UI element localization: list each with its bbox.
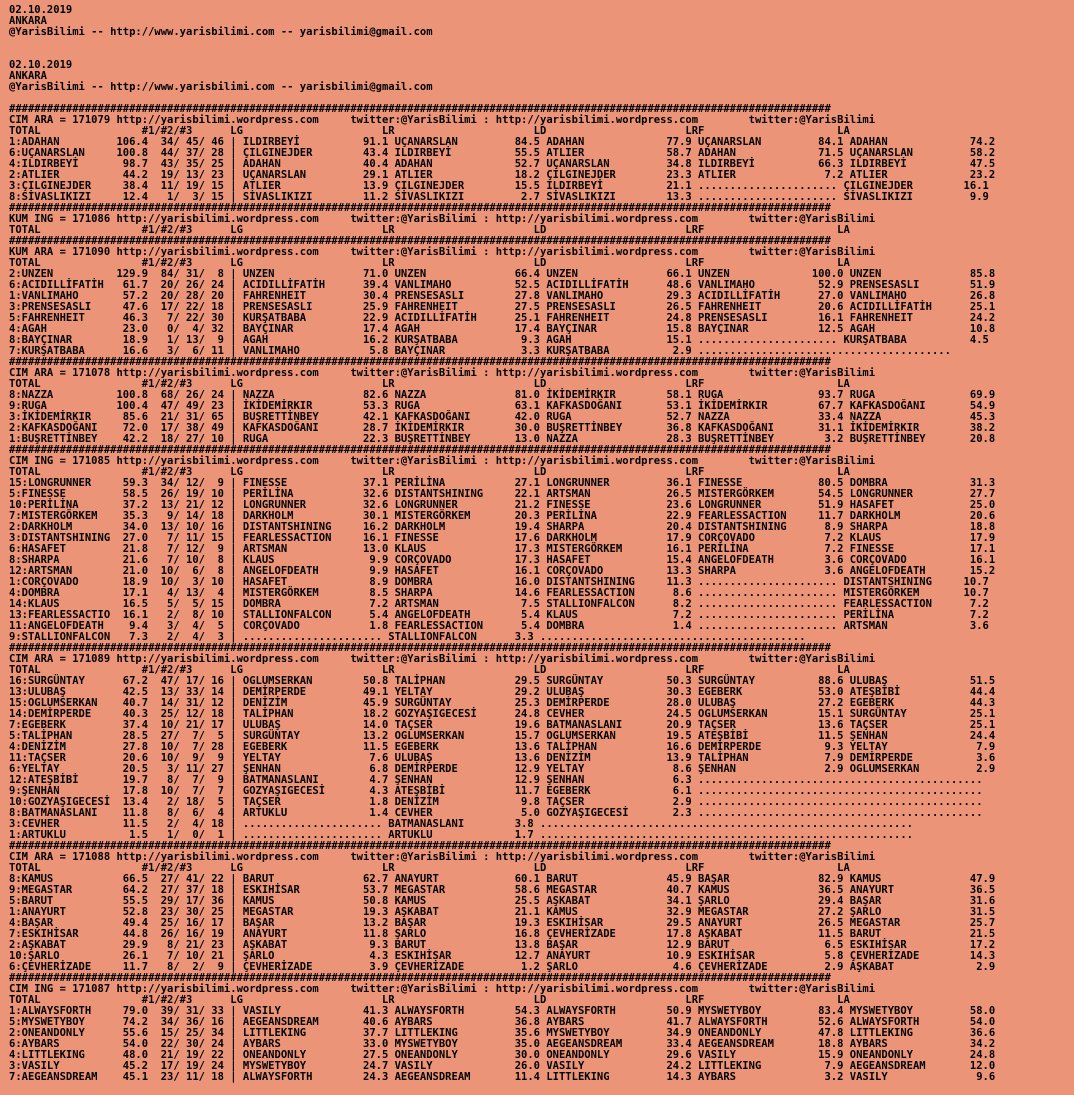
table-row: 8:BAYÇINAR 18.9 1/ 13/ 9 | AGAH 16.2 KURŞATBABA 9.3 AGAH 15.1 ...................... KURŞATBABA 4.5	[9, 334, 989, 346]
table-row: 14:KLAUS 16.5 5/ 5/ 15 | DOMBRA 7.2 ARTSMAN 7.5 STALLIONFALCON 8.2 ...................... FEARLESSACTION 7.2	[9, 598, 989, 610]
table-row: 6:HASAFET 21.8 7/ 12/ 9 | ARTSMAN 13.0 KLAUS 17.3 MISTERGÖRKEM 16.1 PERİLİNA 7.2 FINESSE 17.1	[9, 543, 996, 555]
section-separator: ##################################################################################################################################	[9, 356, 831, 368]
table-row: 5:FINESSE 58.5 26/ 19/ 10 | PERİLİNA 32.6 DISTANTSHINING 22.1 ARTSMAN 26.5 MISTERGÖRKEM 54.5 LONGRUNNER 27.7	[9, 488, 996, 500]
table-row: 8:SİVASLIKIZI 12.4 1/ 3/ 15 | SİVASLIKIZI 11.2 SİVASLIKIZI 2.7 SİVASLIKIZI 13.3 ...................... SİVASLIKIZI 9.9	[9, 191, 989, 203]
table-row: 3:VASILY 45.2 17/ 19/ 24 | MYSWETYBOY 24.7 VASILY 26.0 VASILY 24.2 LITTLEKING 7.9 AEGEANSDREAM 12.0	[9, 1060, 996, 1072]
table-row: 5:TALİPHAN 28.5 27/ 7/ 5 | SURGÜNTAY 13.2 OGLUMSERKAN 15.7 OGLUMSERKAN 19.5 ATEŞBİBİ 11.5 ŞENHAN 24.4	[9, 730, 996, 742]
table-row: 4:BAŞAR 49.4 25/ 16/ 17 | BAŞAR 13.2 BAŞAR 19.3 ESKIHİSAR 29.5 ANAYURT 26.5 MEGASTAR 25.7	[9, 917, 996, 929]
table-row: 1:BUŞRETTİNBEY 42.2 18/ 27/ 10 | RUGA 22.3 BUŞRETTİNBEY 13.0 NAZZA 28.3 BUŞRETTİNBEY 3.2 BUŞRETTİNBEY 20.8	[9, 433, 996, 445]
table-row: 2:ATLIER 44.2 19/ 13/ 23 | UÇANARSLAN 29.1 ATLIER 18.2 ÇILGINEJDER 23.3 ATLIER 7.2 ATLIER 23.2	[9, 169, 996, 181]
column-header: TOTAL #1/#2/#3 LG LR LD LRF LA	[9, 466, 850, 478]
section-separator: ##################################################################################################################################	[9, 972, 831, 984]
section-separator: ##################################################################################################################################	[9, 444, 831, 456]
table-row: 10:ŞARLO 26.1 7/ 10/ 21 | ŞARLO 4.3 ESKIHİSAR 12.7 ANAYURT 10.9 ESKIHİSAR 5.8 ÇEVHERİZADE 14.3	[9, 950, 996, 962]
report-line: 02.10.2019	[9, 5, 73, 16]
table-row: 1:CORÇOVADO 18.9 10/ 3/ 10 | HASAFET 8.9 DOMBRA 16.0 DISTANTSHINING 11.3 ...................... DISTANTSHINING 10.7	[9, 576, 989, 588]
table-row: 9:RUGA 100.4 47/ 49/ 23 | İKİDEMİRKIR 53.3 RUGA 63.1 KAFKASDOĞANI 53.1 İKİDEMİRKIR 67.7 KAFKASDOĞANI 54.9	[9, 400, 996, 412]
table-row: 4:DENİZİM 27.8 10/ 7/ 28 | EGEBERK 11.5 EGEBERK 13.6 TALİPHAN 16.6 DEMİRPERDE 9.3 YELTAY 7.9	[9, 741, 996, 753]
table-row: 3:ÇILGINEJDER 38.4 11/ 19/ 15 | ATLIER 13.9 ÇILGINEJDER 15.5 ILDIRBEYİ 21.1 ...................... ÇILGINEJDER 16.1	[9, 180, 989, 192]
table-row: 6:AYBARS 54.0 22/ 30/ 24 | AYBARS 33.0 MYSWETYBOY 35.0 AEGEANSDREAM 33.4 AEGEANSDREAM 18.8 AYBARS 34.2	[9, 1038, 996, 1050]
race-header: CIM ARA = 171088 http://yarisbilimi.wordpress.com twitter:@YarisBilimi : http://yarisbilimi.wordpress.com twitter:@YarisBilimi	[9, 851, 876, 863]
table-row: 7:MISTERGÖRKEM 35.3 9/ 14/ 18 | DARKHOLM 30.1 MISTERGÖRKEM 20.3 PERİLİNA 22.9 FEARLESSACTION 11.7 DARKHOLM 20.6	[9, 510, 996, 522]
table-row: 7:EGEBERK 37.4 10/ 21/ 17 | ULUBAŞ 14.0 TAÇSER 19.6 BATMANASLANI 20.9 TAÇSER 13.6 TAÇSER 25.1	[9, 719, 996, 731]
table-row: 1:ANAYURT 52.8 23/ 30/ 25 | MEGASTAR 19.3 AŞKABAT 21.1 KAMUS 32.9 MEGASTAR 27.2 ŞARLO 31.5	[9, 906, 996, 918]
table-row: 8:SHARPA 21.6 7/ 10/ 8 | KLAUS 9.9 CORÇOVADO 17.3 HASAFET 15.4 ANGELOFDEATH 3.6 CORÇOVADO 16.1	[9, 554, 996, 566]
table-row: 4:LITTLEKING 48.0 21/ 19/ 22 | ONEANDONLY 27.5 ONEANDONLY 30.0 ONEANDONLY 29.6 VASILY 15.9 ONEANDONLY 24.8	[9, 1049, 996, 1061]
table-row: 1:ALWAYSFORTH 79.0 39/ 31/ 33 | VASILY 41.3 ALWAYSFORTH 54.3 ALWAYSFORTH 50.9 MYSWETYBOY 83.4 MYSWETYBOY 58.0	[9, 1005, 996, 1017]
table-row: 12:ARTSMAN 21.0 10/ 6/ 8 | ANGELOFDEATH 9.9 HASAFET 16.1 CORÇOVADO 13.3 SHARPA 3.6 ANGELOFDEATH 15.2	[9, 565, 996, 577]
column-header: TOTAL #1/#2/#3 LG LR LD LRF LA	[9, 862, 850, 874]
table-row: 14:DEMİRPERDE 40.3 25/ 12/ 18 | TALİPHAN 18.2 GOZYAŞIGECESİ 24.8 CEVHER 24.5 OGLUMSERKAN 15.1 SURGÜNTAY 25.1	[9, 708, 996, 720]
table-row: 6:ÇEVHERİZADE 11.7 8/ 2/ 9 | ÇEVHERİZADE 3.9 ÇEVHERİZADE 1.2 ŞARLO 4.6 ÇEVHERİZADE 2.9 AŞKABAT 2.9	[9, 961, 996, 973]
table-row: 7:ESKIHİSAR 44.8 26/ 16/ 19 | ANAYURT 11.8 ŞARLO 16.8 ÇEVHERİZADE 17.8 AŞKABAT 11.5 BARUT 21.5	[9, 928, 996, 940]
table-row: 5:FAHRENHEIT 46.3 7/ 22/ 30 | KURŞATBABA 22.9 ACIDILLİFATİH 25.1 FAHRENHEIT 24.8 PRENSESASLI 16.1 FAHRENHEIT 24.2	[9, 312, 996, 324]
table-row: 3:CEVHER 11.5 2/ 4/ 18 | ...................... BATMANASLANI 3.8 ...........................................................	[9, 818, 913, 830]
blank-line	[9, 38, 1071, 49]
table-row: 2:KAFKASDOĞANI 72.0 17/ 38/ 49 | KAFKASDOĞANI 28.7 İKİDEMİRKIR 30.0 BUŞRETTİNBEY 36.8 KAFKASDOĞANI 31.1 İKİDEMİRKIR 38.2	[9, 422, 996, 434]
table-row: 15:OGLUMSERKAN 40.7 14/ 31/ 12 | DENİZİM 45.9 SURGÜNTAY 25.3 DEMİRPERDE 28.0 ULUBAŞ 27.2 EGEBERK 44.3	[9, 697, 996, 709]
column-header: TOTAL #1/#2/#3 LG LR LD LRF LA	[9, 224, 850, 236]
column-header: TOTAL #1/#2/#3 LG LR LD LRF LA	[9, 125, 850, 137]
table-row: 9:ŞENHAN 17.8 10/ 7/ 7 | GOZYAŞIGECESİ 4.3 ATEŞBİBİ 11.7 EGEBERK 6.1 .............................................	[9, 785, 983, 797]
table-row: 1:VANLIMAHO 57.2 20/ 28/ 20 | FAHRENHEIT 30.4 PRENSESASLI 27.8 VANLIMAHO 29.3 ACIDILLİFATİH 27.0 VANLIMAHO 26.8	[9, 290, 996, 302]
table-row: 9:STALLIONFALCON 7.3 2/ 4/ 3 | ...................... STALLIONFALCON 3.3 ..........................................	[9, 631, 806, 643]
table-row: 15:LONGRUNNER 59.3 34/ 12/ 9 | FINESSE 37.1 PERİLİNA 27.1 LONGRUNNER 36.1 FINESSE 80.5 DOMBRA 31.3	[9, 477, 996, 489]
race-header: CIM ARA = 171078 http://yarisbilimi.wordpress.com twitter:@YarisBilimi : http://yarisbilimi.wordpress.com twitter:@YarisBilimi	[9, 367, 876, 379]
table-row: 13:ULUBAŞ 42.5 13/ 33/ 14 | DEMİRPERDE 49.1 YELTAY 29.2 ULUBAŞ 30.3 EGEBERK 53.0 ATEŞBİBİ 44.4	[9, 686, 996, 698]
table-row: 1:ADAHAN 106.4 34/ 45/ 46 | ILDIRBEYİ 91.1 UÇANARSLAN 84.5 ADAHAN 77.9 UÇANARSLAN 84.1 ADAHAN 74.2	[9, 136, 996, 148]
table-row: 13:FEARLESSACTIO 16.1 2/ 8/ 10 | STALLIONFALCON 5.4 ANGELOFDEATH 5.4 KLAUS 7.2 ...................... PERİLİNA 7.2	[9, 609, 989, 621]
table-row: 6:UÇANARSLAN 100.8 44/ 37/ 28 | ÇILGINEJDER 43.4 ILDIRBEYİ 55.5 ATLIER 58.7 ADAHAN 71.5 UÇANARSLAN 58.2	[9, 147, 996, 159]
table-row: 4:ILDIRBEYİ 98.7 43/ 35/ 25 | ADAHAN 40.4 ADAHAN 52.7 UÇANARSLAN 34.8 ILDIRBEYİ 66.3 ILDIRBEYİ 47.5	[9, 158, 996, 170]
report-line: 02.10.2019	[9, 59, 73, 71]
column-header: TOTAL #1/#2/#3 LG LR LD LRF LA	[9, 257, 850, 269]
table-row: 3:DISTANTSHINING 27.0 7/ 11/ 15 | FEARLESSACTION 16.1 FINESSE 17.6 DARKHOLM 17.9 CORÇOVADO 7.2 KLAUS 17.9	[9, 532, 996, 544]
table-row: 6:ACIDILLİFATİH 61.7 20/ 26/ 24 | ACIDILLİFATİH 39.4 VANLIMAHO 52.5 ACIDILLİFATİH 48.6 VANLIMAHO 52.9 PRENSESASLI 51.9	[9, 279, 996, 291]
race-statistics-report	[9, 5, 1071, 1083]
column-header: TOTAL #1/#2/#3 LG LR LD LRF LA	[9, 664, 850, 676]
table-row: 11:ANGELOFDEATH 9.4 3/ 4/ 5 | CORÇOVADO 1.8 FEARLESSACTION 5.4 DOMBRA 1.4 ...................... ARTSMAN 3.6	[9, 620, 989, 632]
report-line: @YarisBilimi -- http://www.yarisbilimi.com -- yarisbilimi@gmail.com	[9, 26, 433, 38]
table-row: 6:YELTAY 20.5 3/ 11/ 27 | ŞENHAN 6.8 DEMİRPERDE 12.9 YELTAY 8.6 ŞENHAN 2.9 OGLUMSERKAN 2.9	[9, 763, 996, 775]
race-header: KUM ARA = 171090 http://yarisbilimi.wordpress.com twitter:@YarisBilimi : http://yarisbilimi.wordpress.com twitter:@YarisBilimi	[9, 246, 876, 258]
table-row: 4:DOMBRA 17.1 4/ 13/ 4 | MISTERGÖRKEM 8.5 SHARPA 14.6 FEARLESSACTION 8.6 ...................... MISTERGÖRKEM 10.7	[9, 587, 989, 599]
table-row: 11:TAÇSER 20.6 10/ 9/ 9 | YELTAY 7.6 ULUBAŞ 13.6 DENİZİM 13.9 TALİPHAN 7.9 DEMİRPERDE 3.6	[9, 752, 996, 764]
race-header: KUM ING = 171086 http://yarisbilimi.wordpress.com twitter:@YarisBilimi : http://yarisbilimi.wordpress.com twitter:@YarisBilimi	[9, 213, 876, 225]
race-header: CIM ING = 171087 http://yarisbilimi.wordpress.com twitter:@YarisBilimi : http://yarisbilimi.wordpress.com twitter:@YarisBilimi	[9, 983, 876, 995]
table-row: 8:NAZZA 100.8 68/ 26/ 24 | NAZZA 82.6 NAZZA 81.0 İKİDEMİRKIR 58.1 RUGA 93.7 RUGA 69.9	[9, 389, 996, 401]
race-header: CIM ARA = 171079 http://yarisbilimi.wordpress.com twitter:@YarisBilimi : http://yarisbilimi.wordpress.com twitter:@YarisBilimi	[9, 114, 876, 126]
table-row: 2:DARKHOLM 34.0 13/ 10/ 16 | DISTANTSHINING 16.2 DARKHOLM 19.4 SHARPA 20.4 DISTANTSHINING 8.9 SHARPA 18.8	[9, 521, 996, 533]
table-row: 8:BATMANASLANI 11.8 8/ 6/ 4 | ARTUKLU 1.4 CEVHER 5.0 GOZYAŞIGECESİ 2.3 .............................................	[9, 807, 983, 819]
table-row: 7:AEGEANSDREAM 45.1 23/ 11/ 18 | ALWAYSFORTH 24.3 AEGEANSDREAM 11.4 LITTLEKING 14.3 AYBARS 3.2 VASILY 9.6	[9, 1071, 996, 1083]
table-row: 10:PERİLİNA 37.2 13/ 21/ 12 | LONGRUNNER 32.6 LONGRUNNER 21.2 FINESSE 23.6 LONGRUNNER 51.9 HASAFET 25.0	[9, 499, 996, 511]
column-header: TOTAL #1/#2/#3 LG LR LD LRF LA	[9, 378, 850, 390]
table-row: 9:MEGASTAR 64.2 27/ 37/ 18 | ESKIHİSAR 53.7 MEGASTAR 58.6 MEGASTAR 40.7 KAMUS 36.5 ANAYURT 36.5	[9, 884, 996, 896]
table-row: 2:AŞKABAT 29.9 8/ 21/ 23 | AŞKABAT 9.3 BARUT 13.8 BAŞAR 12.9 BARUT 6.5 ESKIHİSAR 17.2	[9, 939, 996, 951]
report-line: @YarisBilimi -- http://www.yarisbilimi.com -- yarisbilimi@gmail.com	[9, 81, 433, 93]
table-row: 10:GOZYAŞIGECESİ 13.4 2/ 18/ 5 | TAÇSER 1.8 DENİZİM 9.8 TAÇSER 2.9 .............................................	[9, 796, 983, 808]
table-row: 2:UNZEN 129.9 84/ 31/ 8 | UNZEN 71.0 UNZEN 66.4 UNZEN 66.1 UNZEN 100.0 UNZEN 85.8	[9, 268, 996, 280]
table-row: 16:SURGÜNTAY 67.2 47/ 17/ 16 | OGLUMSERKAN 50.8 TALİPHAN 29.5 SURGÜNTAY 50.3 SURGÜNTAY 88.6 ULUBAŞ 51.5	[9, 675, 996, 687]
table-row: 2:ONEANDONLY 55.6 15/ 25/ 34 | LITTLEKING 37.7 LITTLEKING 35.6 MYSWETYBOY 34.9 ONEANDONLY 47.8 LITTLEKING 36.6	[9, 1027, 996, 1039]
section-separator: ##################################################################################################################################	[9, 202, 831, 214]
table-row: 5:BARUT 55.5 29/ 17/ 36 | KAMUS 50.8 KAMUS 25.5 AŞKABAT 34.1 ŞARLO 29.4 BAŞAR 31.6	[9, 895, 996, 907]
race-header: CIM ARA = 171089 http://yarisbilimi.wordpress.com twitter:@YarisBilimi : http://yarisbilimi.wordpress.com twitter:@YarisBilimi	[9, 653, 876, 665]
table-row: 5:MYSWETYBOY 74.2 34/ 36/ 16 | AEGEANSDREAM 40.6 AYBARS 36.8 AYBARS 41.7 ALWAYSFORTH 52.6 ALWAYSFORTH 54.0	[9, 1016, 996, 1028]
blank-line	[9, 49, 1071, 60]
section-separator: ##################################################################################################################################	[9, 642, 831, 654]
column-header: TOTAL #1/#2/#3 LG LR LD LRF LA	[9, 994, 850, 1006]
table-row: 8:KAMUS 66.5 27/ 41/ 22 | BARUT 62.7 ANAYURT 60.1 BARUT 45.9 BAŞAR 82.9 KAMUS 47.9	[9, 873, 996, 885]
race-header: CIM ING = 171085 http://yarisbilimi.wordpress.com twitter:@YarisBilimi : http://yarisbilimi.wordpress.com twitter:@YarisBilimi	[9, 455, 876, 467]
table-row: 1:ARTUKLU 1.5 1/ 0/ 1 | ...................... ARTUKLU 1.7 ...........................................................	[9, 829, 913, 841]
table-row: 7:KURŞATBABA 16.6 3/ 6/ 11 | VANLIMAHO 5.8 BAYÇINAR 3.3 KURŞATBABA 2.9 ........................................	[9, 345, 951, 357]
section-separator: ##################################################################################################################################	[9, 235, 831, 247]
section-separator: ##################################################################################################################################	[9, 103, 831, 115]
section-separator: ##################################################################################################################################	[9, 840, 831, 852]
table-row: 4:AGAH 23.0 0/ 4/ 32 | BAYÇINAR 17.4 AGAH 17.4 BAYÇINAR 15.8 BAYÇINAR 12.5 AGAH 10.8	[9, 323, 996, 335]
table-row: 3:İKİDEMİRKIR 85.6 21/ 31/ 65 | BUŞRETTİNBEY 42.1 KAFKASDOĞANI 42.0 RUGA 52.7 NAZZA 33.4 NAZZA 45.3	[9, 411, 996, 423]
table-row: 3:PRENSESASLI 47.6 17/ 22/ 18 | PRENSESASLI 25.9 FAHRENHEIT 27.5 PRENSESASLI 26.5 FAHRENHEIT 20.6 ACIDILLİFATİH 25.1	[9, 301, 996, 313]
table-row: 12:ATEŞBİBİ 19.7 8/ 7/ 9 | BATMANASLANI 4.7 ŞENHAN 12.9 ŞENHAN 6.3 .............................................	[9, 774, 983, 786]
report-line: ANKARA	[9, 70, 47, 82]
report-line: ANKARA	[9, 15, 47, 27]
